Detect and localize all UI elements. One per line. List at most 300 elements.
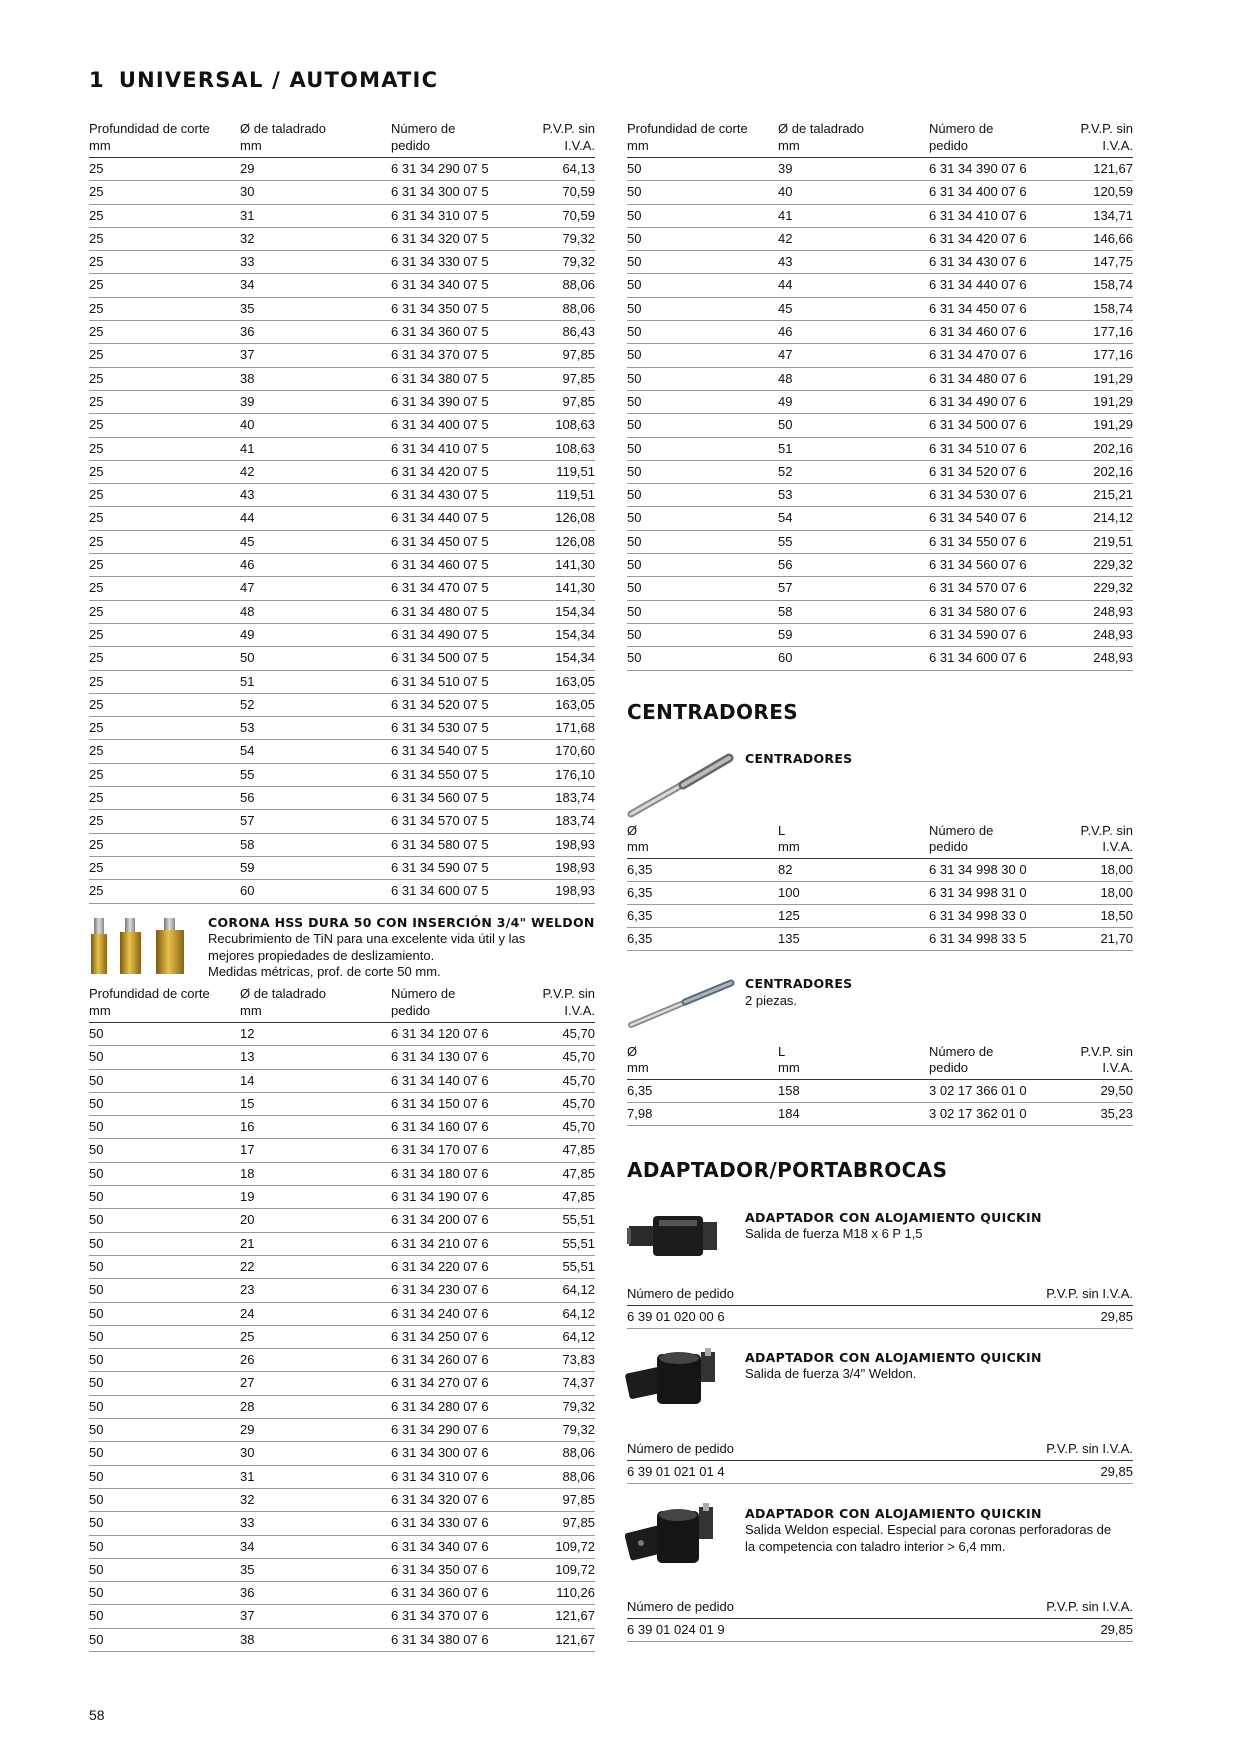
table-row — [627, 647, 1133, 670]
price: 97,85 — [527, 1512, 595, 1535]
table-header — [89, 121, 595, 158]
cell-col2: 46 — [240, 554, 391, 577]
cell-col1: 25 — [89, 693, 240, 716]
cell-col1: 7,98 — [627, 1103, 778, 1126]
table-row — [89, 880, 595, 903]
cell-col1: 50 — [89, 1535, 240, 1558]
cell-col2: 16 — [240, 1116, 391, 1139]
cell-col1: 25 — [89, 763, 240, 786]
order-number: 6 31 34 580 07 6 — [929, 600, 1065, 623]
cell-col2: 33 — [240, 251, 391, 274]
price: 64,12 — [527, 1302, 595, 1325]
cell-col1: 50 — [627, 484, 778, 507]
price: 229,32 — [1065, 554, 1133, 577]
table-row — [89, 856, 595, 879]
order-number: 6 31 34 330 07 6 — [391, 1512, 527, 1535]
table-header: Profundidad de corte mm Ø de taladrado mm Número de pedido P.V.P. sin I.V.A. — [627, 121, 1133, 158]
cell-col1: 25 — [89, 856, 240, 879]
cell-col1: 50 — [627, 554, 778, 577]
order-number: 6 31 34 520 07 6 — [929, 460, 1065, 483]
table-row — [89, 297, 595, 320]
order-number: 6 31 34 500 07 5 — [391, 647, 527, 670]
order-number: 6 31 34 270 07 6 — [391, 1372, 527, 1395]
cell-col1: 25 — [89, 414, 240, 437]
table-row — [89, 693, 595, 716]
price: 183,74 — [527, 787, 595, 810]
cell-col2: 22 — [240, 1255, 391, 1278]
adapter-1-title: ADAPTADOR CON ALOJAMIENTO QUICKIN — [745, 1210, 1042, 1225]
cell-col2: 30 — [240, 181, 391, 204]
price: 147,75 — [1065, 251, 1133, 274]
order-number: 6 31 34 560 07 6 — [929, 554, 1065, 577]
table-row — [627, 181, 1133, 204]
order-number: 6 31 34 460 07 6 — [929, 321, 1065, 344]
cell-col2: 50 — [778, 414, 929, 437]
table-row — [89, 717, 595, 740]
price: 248,93 — [1065, 600, 1133, 623]
order-number: 6 31 34 540 07 6 — [929, 507, 1065, 530]
price: 158,74 — [1065, 274, 1133, 297]
cell-col1: 50 — [627, 227, 778, 250]
cell-col2: 23 — [240, 1279, 391, 1302]
order-number: 6 31 34 300 07 6 — [391, 1442, 527, 1465]
cell-col2: 58 — [778, 600, 929, 623]
price: 229,32 — [1065, 577, 1133, 600]
cell-col2: 53 — [240, 717, 391, 740]
table-row — [89, 390, 595, 413]
cell-col2: 56 — [778, 554, 929, 577]
table-row — [627, 484, 1133, 507]
page-title — [89, 68, 438, 92]
price: 141,30 — [527, 554, 595, 577]
pilot-pin-image — [625, 752, 737, 820]
order-number: 6 31 34 130 07 6 — [391, 1046, 527, 1069]
price: 64,12 — [527, 1279, 595, 1302]
order-number: 6 31 34 570 07 5 — [391, 810, 527, 833]
table-row — [89, 1255, 595, 1278]
table-row — [627, 507, 1133, 530]
order-number: 6 31 34 390 07 5 — [391, 390, 527, 413]
table-row — [627, 905, 1133, 928]
order-number: 6 31 34 210 07 6 — [391, 1232, 527, 1255]
cell-col2: 34 — [240, 1535, 391, 1558]
cell-col1: 50 — [89, 1582, 240, 1605]
order-number: 6 31 34 310 07 5 — [391, 204, 527, 227]
price: 47,85 — [527, 1162, 595, 1185]
table-row — [627, 1103, 1133, 1126]
order-number: 6 31 34 550 07 6 — [929, 530, 1065, 553]
cell-col2: 35 — [240, 1558, 391, 1581]
cell-col2: 59 — [778, 623, 929, 646]
table-row — [89, 1139, 595, 1162]
table-row — [89, 763, 595, 786]
price: 121,67 — [527, 1605, 595, 1628]
cell-col2: 49 — [240, 623, 391, 646]
table-row — [89, 1116, 595, 1139]
header-price: P.V.P. sin I.V.A. — [527, 121, 595, 158]
adapter-special-weldon-image — [625, 1497, 721, 1577]
table-row — [89, 1186, 595, 1209]
cell-col2: 37 — [240, 344, 391, 367]
order-number: 6 39 01 021 01 4 — [627, 1461, 906, 1484]
cell-col1: 25 — [89, 297, 240, 320]
order-number: 6 31 34 480 07 6 — [929, 367, 1065, 390]
price: 88,06 — [527, 1465, 595, 1488]
cell-col2: 14 — [240, 1069, 391, 1092]
price: 126,08 — [527, 530, 595, 553]
price: 121,67 — [1065, 158, 1133, 181]
price: 163,05 — [527, 670, 595, 693]
cell-col1: 50 — [89, 1232, 240, 1255]
cell-col1: 25 — [89, 227, 240, 250]
price: 154,34 — [527, 623, 595, 646]
price: 202,16 — [1065, 460, 1133, 483]
table-row — [627, 367, 1133, 390]
corona-description: Recubrimiento de TiN para una excelente vida útil y las mejores propiedades de deslizamiento. Medidas métricas, prof. de corte 50 mm. — [208, 931, 526, 979]
cell-col2: 18 — [240, 1162, 391, 1185]
table-row — [89, 204, 595, 227]
order-number: 6 31 34 150 07 6 — [391, 1092, 527, 1115]
cell-col1: 50 — [89, 1162, 240, 1185]
order-number: 6 39 01 020 00 6 — [627, 1306, 906, 1329]
order-number: 6 31 34 580 07 5 — [391, 833, 527, 856]
order-number: 6 31 34 530 07 6 — [929, 484, 1065, 507]
table-row — [627, 600, 1133, 623]
cell-col1: 50 — [627, 158, 778, 181]
cell-col1: 25 — [89, 717, 240, 740]
price: 248,93 — [1065, 623, 1133, 646]
price: 79,32 — [527, 251, 595, 274]
order-number: 6 31 34 340 07 6 — [391, 1535, 527, 1558]
price: 198,93 — [527, 880, 595, 903]
table-row — [89, 1046, 595, 1069]
cell-col2: 32 — [240, 1488, 391, 1511]
cell-col1: 50 — [89, 1069, 240, 1092]
cell-col2: 40 — [240, 414, 391, 437]
price: 191,29 — [1065, 390, 1133, 413]
order-number: 6 31 34 420 07 6 — [929, 227, 1065, 250]
cell-col2: 32 — [240, 227, 391, 250]
section-title: UNIVERSAL / AUTOMATIC — [118, 68, 439, 92]
order-number: 6 31 34 420 07 5 — [391, 460, 527, 483]
table-row — [89, 1535, 595, 1558]
table-row — [89, 321, 595, 344]
table-row — [89, 460, 595, 483]
price: 177,16 — [1065, 344, 1133, 367]
price: 191,29 — [1065, 414, 1133, 437]
price: 45,70 — [527, 1023, 595, 1046]
price: 158,74 — [1065, 297, 1133, 320]
order-number: 6 31 34 190 07 6 — [391, 1186, 527, 1209]
cell-col1: 25 — [89, 251, 240, 274]
cell-col2: 57 — [778, 577, 929, 600]
order-number: 6 31 34 530 07 5 — [391, 717, 527, 740]
cell-col1: 50 — [89, 1186, 240, 1209]
price: 202,16 — [1065, 437, 1133, 460]
table-row — [627, 414, 1133, 437]
cell-col2: 33 — [240, 1512, 391, 1535]
price: 55,51 — [527, 1209, 595, 1232]
adapter-weldon-image — [625, 1340, 721, 1420]
cell-col2: 58 — [240, 833, 391, 856]
order-number: 6 31 34 300 07 5 — [391, 181, 527, 204]
cell-col2: 39 — [240, 390, 391, 413]
price: 108,63 — [527, 414, 595, 437]
table-row — [627, 437, 1133, 460]
order-number: 6 31 34 998 31 0 — [929, 882, 1065, 905]
order-number: 6 31 34 280 07 6 — [391, 1395, 527, 1418]
cell-col1: 50 — [627, 507, 778, 530]
cell-col2: 17 — [240, 1139, 391, 1162]
price: 86,43 — [527, 321, 595, 344]
adapter-2-title: ADAPTADOR CON ALOJAMIENTO QUICKIN — [745, 1350, 1042, 1365]
price: 35,23 — [1065, 1103, 1133, 1126]
cell-col2: 27 — [240, 1372, 391, 1395]
order-number: 6 31 34 440 07 6 — [929, 274, 1065, 297]
cell-col1: 50 — [89, 1558, 240, 1581]
table-row — [89, 1279, 595, 1302]
table-row — [89, 1092, 595, 1115]
table-row — [89, 158, 595, 181]
cell-col1: 25 — [89, 437, 240, 460]
table-row — [89, 507, 595, 530]
cell-col1: 25 — [89, 577, 240, 600]
cell-col2: 45 — [778, 297, 929, 320]
cell-col2: 135 — [778, 928, 929, 951]
cell-col1: 25 — [89, 484, 240, 507]
order-number: 6 31 34 410 07 6 — [929, 204, 1065, 227]
price: 55,51 — [527, 1255, 595, 1278]
cell-col1: 50 — [627, 297, 778, 320]
order-number: 6 31 34 400 07 6 — [929, 181, 1065, 204]
price: 177,16 — [1065, 321, 1133, 344]
table-row — [89, 670, 595, 693]
cell-col1: 50 — [89, 1488, 240, 1511]
price: 198,93 — [527, 833, 595, 856]
table-row — [89, 833, 595, 856]
table-row — [627, 859, 1133, 882]
cell-col1: 50 — [627, 647, 778, 670]
table-row — [627, 1619, 1133, 1642]
table-row — [89, 414, 595, 437]
cell-col1: 25 — [89, 204, 240, 227]
cell-col2: 15 — [240, 1092, 391, 1115]
price: 120,59 — [1065, 181, 1133, 204]
cell-col1: 50 — [627, 390, 778, 413]
order-number: 6 31 34 998 30 0 — [929, 859, 1065, 882]
cell-col1: 50 — [89, 1628, 240, 1651]
order-number: 6 31 34 340 07 5 — [391, 274, 527, 297]
table-row — [89, 274, 595, 297]
price: 97,85 — [527, 344, 595, 367]
header-depth: Profundidad de corte mm — [89, 121, 240, 158]
cell-col1: 25 — [89, 670, 240, 693]
price: 183,74 — [527, 810, 595, 833]
cell-col2: 39 — [778, 158, 929, 181]
cell-col2: 53 — [778, 484, 929, 507]
cell-col2: 35 — [240, 297, 391, 320]
cell-col1: 50 — [89, 1023, 240, 1046]
cell-col2: 42 — [240, 460, 391, 483]
cell-col1: 25 — [89, 530, 240, 553]
table-row — [89, 1442, 595, 1465]
table-row — [627, 390, 1133, 413]
order-number: 6 31 34 570 07 6 — [929, 577, 1065, 600]
table-row — [89, 623, 595, 646]
cell-col1: 50 — [89, 1279, 240, 1302]
order-number: 6 31 34 540 07 5 — [391, 740, 527, 763]
order-number: 6 31 34 370 07 5 — [391, 344, 527, 367]
price: 29,85 — [906, 1306, 1133, 1329]
order-number: 6 31 34 490 07 6 — [929, 390, 1065, 413]
cell-col1: 25 — [89, 274, 240, 297]
cell-col1: 25 — [89, 623, 240, 646]
cell-col1: 25 — [89, 321, 240, 344]
cell-col2: 57 — [240, 810, 391, 833]
order-number: 6 31 34 350 07 5 — [391, 297, 527, 320]
order-number: 6 31 34 380 07 6 — [391, 1628, 527, 1651]
table-row — [89, 1023, 595, 1046]
adapter-1-description: Salida de fuerza M18 x 6 P 1,5 — [745, 1226, 923, 1241]
cell-col1: 25 — [89, 460, 240, 483]
cell-col2: 29 — [240, 1419, 391, 1442]
cell-col1: 50 — [89, 1209, 240, 1232]
cell-col2: 43 — [240, 484, 391, 507]
cell-col2: 44 — [240, 507, 391, 530]
order-number: 6 31 34 440 07 5 — [391, 507, 527, 530]
table-row — [89, 1512, 595, 1535]
table-row — [89, 367, 595, 390]
cell-col2: 38 — [240, 367, 391, 390]
order-number: 6 31 34 510 07 5 — [391, 670, 527, 693]
table-row — [627, 251, 1133, 274]
table-row — [89, 1302, 595, 1325]
cell-col1: 25 — [89, 158, 240, 181]
table-row — [89, 1395, 595, 1418]
price: 79,32 — [527, 1395, 595, 1418]
cell-col1: 50 — [89, 1605, 240, 1628]
order-number: 6 31 34 320 07 6 — [391, 1488, 527, 1511]
table-depth-50-part2 — [627, 121, 1133, 671]
price: 47,85 — [527, 1139, 595, 1162]
centradores-item2-title: CENTRADORES — [745, 976, 853, 991]
price: 121,67 — [527, 1628, 595, 1651]
order-number: 6 31 34 560 07 5 — [391, 787, 527, 810]
cell-col2: 55 — [778, 530, 929, 553]
cell-col1: 50 — [89, 1372, 240, 1395]
cell-col1: 50 — [627, 460, 778, 483]
header-order: Número de pedido — [391, 121, 527, 158]
cell-col2: 158 — [778, 1080, 929, 1103]
price: 79,32 — [527, 227, 595, 250]
cell-col1: 6,35 — [627, 905, 778, 928]
order-number: 6 31 34 160 07 6 — [391, 1116, 527, 1139]
cell-col1: 25 — [89, 181, 240, 204]
price: 176,10 — [527, 763, 595, 786]
table-row — [627, 1080, 1133, 1103]
cell-col1: 50 — [89, 1046, 240, 1069]
cell-col1: 50 — [627, 251, 778, 274]
order-number: 6 31 34 240 07 6 — [391, 1302, 527, 1325]
table-row — [627, 227, 1133, 250]
price: 88,06 — [527, 274, 595, 297]
cell-col2: 28 — [240, 1395, 391, 1418]
cell-col2: 44 — [778, 274, 929, 297]
price: 64,13 — [527, 158, 595, 181]
price: 191,29 — [1065, 367, 1133, 390]
cell-col1: 25 — [89, 367, 240, 390]
cell-col1: 50 — [89, 1419, 240, 1442]
table-row — [627, 554, 1133, 577]
order-number: 6 31 34 550 07 5 — [391, 763, 527, 786]
price: 109,72 — [527, 1535, 595, 1558]
table-row — [627, 577, 1133, 600]
price: 171,68 — [527, 717, 595, 740]
order-number: 6 31 34 170 07 6 — [391, 1139, 527, 1162]
cell-col2: 42 — [778, 227, 929, 250]
table-row — [89, 1419, 595, 1442]
price: 119,51 — [527, 484, 595, 507]
cell-col1: 25 — [89, 810, 240, 833]
price: 55,51 — [527, 1232, 595, 1255]
order-number: 6 39 01 024 01 9 — [627, 1619, 906, 1642]
table-row — [89, 1162, 595, 1185]
price: 109,72 — [527, 1558, 595, 1581]
cell-col2: 12 — [240, 1023, 391, 1046]
table-row — [627, 158, 1133, 181]
cell-col1: 25 — [89, 554, 240, 577]
cell-col1: 50 — [627, 204, 778, 227]
adaptador-section-title: ADAPTADOR/PORTABROCAS — [627, 1158, 948, 1182]
cell-col2: 47 — [778, 344, 929, 367]
cell-col2: 20 — [240, 1209, 391, 1232]
table-row — [627, 882, 1133, 905]
order-number: 6 31 34 310 07 6 — [391, 1465, 527, 1488]
order-number: 6 31 34 510 07 6 — [929, 437, 1065, 460]
cell-col2: 47 — [240, 577, 391, 600]
table-row — [627, 1461, 1133, 1484]
order-number: 3 02 17 366 01 0 — [929, 1080, 1065, 1103]
table-row — [89, 554, 595, 577]
cell-col1: 50 — [627, 437, 778, 460]
pilot-pin-set-image — [625, 975, 737, 1031]
cell-col1: 50 — [89, 1512, 240, 1535]
cell-col1: 25 — [89, 600, 240, 623]
price: 45,70 — [527, 1046, 595, 1069]
adapter-m18-image — [625, 1202, 721, 1268]
cell-col2: 125 — [778, 905, 929, 928]
cell-col2: 59 — [240, 856, 391, 879]
cell-col2: 38 — [240, 1628, 391, 1651]
price: 21,70 — [1065, 928, 1133, 951]
cell-col2: 55 — [240, 763, 391, 786]
cell-col2: 56 — [240, 787, 391, 810]
cell-col2: 54 — [778, 507, 929, 530]
table-row — [627, 623, 1133, 646]
cell-col2: 52 — [778, 460, 929, 483]
order-number: 6 31 34 230 07 6 — [391, 1279, 527, 1302]
price: 29,85 — [906, 1619, 1133, 1642]
table-row — [627, 297, 1133, 320]
cell-col1: 50 — [89, 1116, 240, 1139]
cell-col1: 6,35 — [627, 882, 778, 905]
cell-col2: 45 — [240, 530, 391, 553]
price: 18,00 — [1065, 882, 1133, 905]
table-depth-25 — [89, 121, 595, 904]
order-number: 6 31 34 260 07 6 — [391, 1349, 527, 1372]
order-number: 6 31 34 600 07 5 — [391, 880, 527, 903]
table-row — [89, 1349, 595, 1372]
